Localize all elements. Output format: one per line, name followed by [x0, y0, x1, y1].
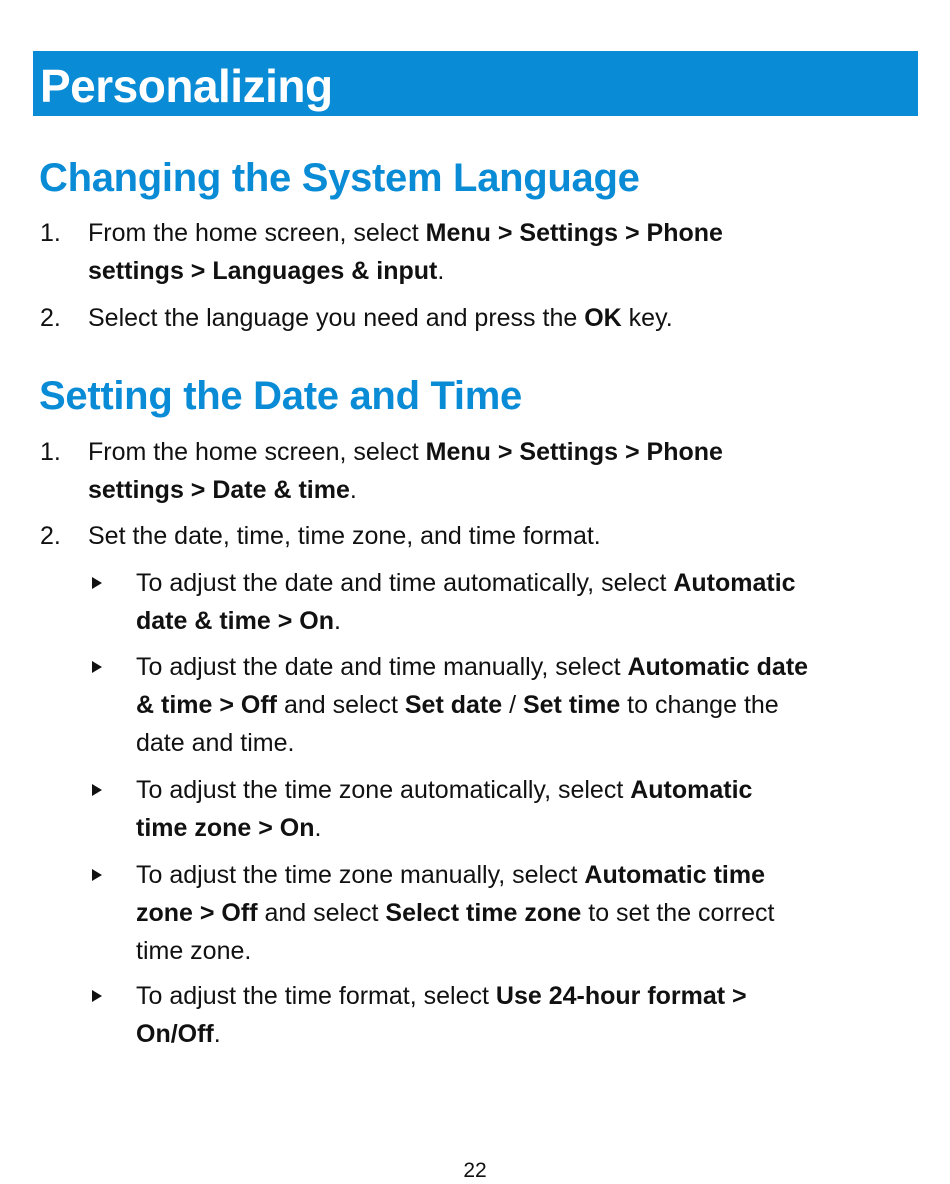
bullet-arrow-icon — [92, 784, 102, 796]
bullet-text-line: On/Off. — [136, 1020, 221, 1048]
header-banner — [33, 51, 918, 116]
step-number: 1. — [40, 219, 61, 247]
step-text-line: From the home screen, select Menu > Settings > Phone — [88, 219, 723, 247]
step-text-line: Select the language you need and press the OK key. — [88, 304, 673, 332]
step-text-line: settings > Date & time. — [88, 476, 357, 504]
step-number: 1. — [40, 438, 61, 466]
bullet-text-line: time zone. — [136, 937, 252, 965]
list-item — [40, 214, 900, 294]
section-heading-system-language: Changing the System Language — [39, 156, 640, 200]
step-text-line: From the home screen, select Menu > Settings > Phone — [88, 438, 723, 466]
bullet-arrow-icon — [92, 869, 102, 881]
bullet-text-line: To adjust the time format, select Use 24-hour format > — [136, 982, 747, 1010]
list-item — [40, 517, 900, 557]
bullet-text-line: zone > Off and select Select time zone to set the correct — [136, 899, 775, 927]
page-title: Personalizing — [40, 60, 333, 112]
bullet-text-line: date & time > On. — [136, 607, 341, 635]
bullet-item — [92, 564, 922, 644]
bullet-arrow-icon — [92, 661, 102, 673]
bullet-item — [92, 856, 922, 972]
bullet-item — [92, 977, 922, 1057]
list-item — [40, 433, 900, 513]
step-text-line: settings > Languages & input. — [88, 257, 445, 285]
step-number: 2. — [40, 522, 61, 550]
bullet-text-line: time zone > On. — [136, 814, 322, 842]
step-number: 2. — [40, 304, 61, 332]
bullet-text-line: To adjust the time zone manually, select Automatic time — [136, 861, 765, 889]
bullet-item — [92, 648, 922, 764]
bullet-item — [92, 771, 922, 851]
bullet-text-line: & time > Off and select Set date / Set time to change the — [136, 691, 779, 719]
bullet-text-line: date and time. — [136, 729, 295, 757]
bullet-arrow-icon — [92, 577, 102, 589]
list-item — [40, 299, 900, 339]
section-heading-date-time: Setting the Date and Time — [39, 374, 522, 418]
bullet-arrow-icon — [92, 990, 102, 1002]
bullet-text-line: To adjust the time zone automatically, select Automatic — [136, 776, 753, 804]
step-text-line: Set the date, time, time zone, and time format. — [88, 522, 601, 550]
bullet-text-line: To adjust the date and time manually, select Automatic date — [136, 653, 809, 681]
bullet-text-line: To adjust the date and time automatically, select Automatic — [136, 569, 796, 597]
page-number: 22 — [463, 1159, 487, 1182]
